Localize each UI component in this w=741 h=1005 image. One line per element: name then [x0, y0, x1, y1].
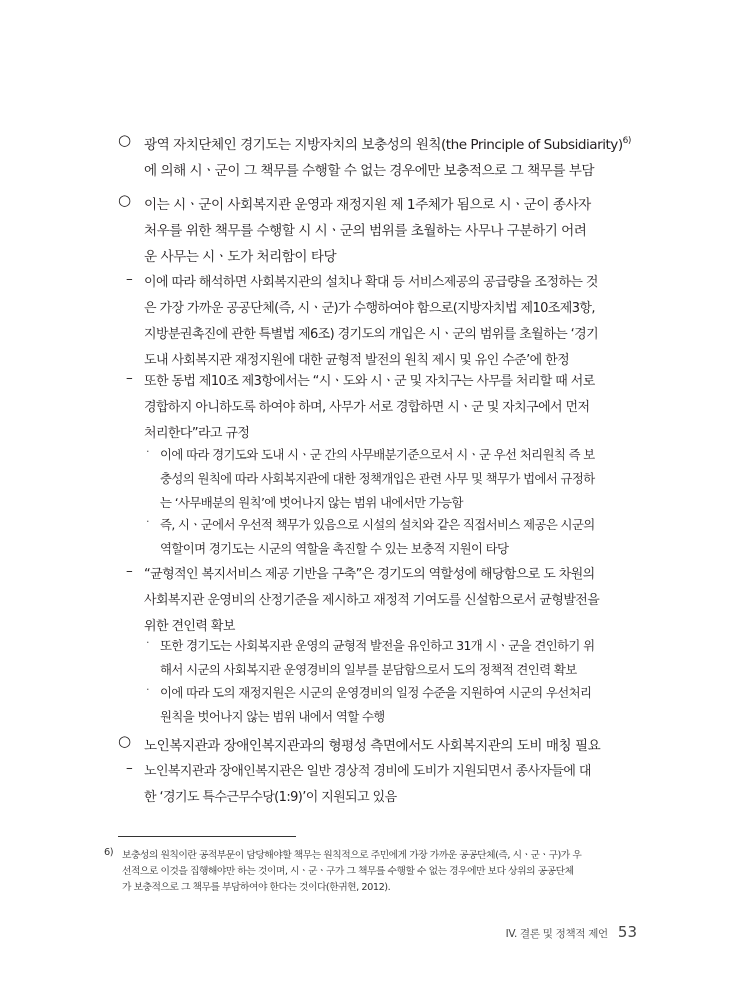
- dot-bullet-icon: ·: [146, 683, 150, 696]
- item-line: 은 가장 가까운 공공단체(즉, 시ㆍ군)가 수행하여야 함으로(지방자치법 제10조제3항,: [144, 301, 595, 316]
- bullet-line: 노인복지관과 장애인복지관과의 형평성 측면에서도 사회복지관의 도비 매칭 필요: [144, 738, 601, 754]
- dot-bullet-icon: ·: [146, 445, 150, 458]
- dot-bullet-icon: ·: [146, 515, 150, 528]
- dash-bullet-icon: –: [126, 370, 133, 386]
- circle-bullet-icon: ○: [118, 191, 132, 209]
- footnote-line: 선적으로 이것을 집행해야만 하는 것이며, 시ㆍ군ㆍ구가 그 책무를 수행할 수 없는 경우에만 보다 상위의 공공단체: [122, 866, 574, 877]
- footer-section-label: IV. 결론 및 정책적 제언: [505, 928, 608, 940]
- bullet-line: [144, 133, 631, 153]
- item-line: 경합하지 아니하도록 하여야 하며, 사무가 서로 경합하면 시ㆍ군 및 자치구에서 먼저: [144, 400, 590, 415]
- item-line: 는 ‘사무배분의 원칙’에 벗어나지 않는 범위 내에서만 가능함: [160, 495, 463, 510]
- item-line: 사회복지관 운영비의 산정기준을 제시하고 재정적 기여도를 신설함으로서 균형발전을: [144, 593, 600, 608]
- item-line: 해서 시군의 사회복지관 운영경비의 일부를 분담함으로서 도의 정책적 견인력 확보: [160, 662, 577, 677]
- footnote-line: 보충성의 원칙이란 공적부문이 담당해야할 책무는 원칙적으로 주민에게 가장 가까운 공공단체(즉, 시ㆍ군ㆍ구)가 우: [122, 850, 582, 861]
- item-line: 즉, 시ㆍ군에서 우선적 책무가 있음으로 시설의 설치와 같은 직접서비스 제공은 시군의: [160, 517, 595, 532]
- item-line: 처리한다”라고 규정: [144, 426, 250, 441]
- dash-bullet-icon: –: [126, 271, 133, 287]
- dot-bullet-icon: ·: [146, 636, 150, 649]
- bullet-line: 이는 시ㆍ군이 사회복지관 운영과 재정지원 제 1주체가 됨으로 시ㆍ군이 종사자: [144, 197, 591, 213]
- item-line: 노인복지관과 장애인복지관은 일반 경상적 경비에 도비가 지원되면서 종사자들에 대: [144, 764, 591, 779]
- dash-bullet-icon: –: [126, 563, 133, 579]
- item-line: 이에 따라 해석하면 사회복지관의 설치나 확대 등 서비스제공의 공급량을 조정하는 것: [144, 275, 598, 290]
- item-line: 충성의 원칙에 따라 사회복지관에 대한 정책개입은 관련 사무 및 책무가 법에서 규정하: [160, 471, 595, 486]
- item-line: 이에 따라 도의 재정지원은 시군의 운영경비의 일정 수준을 지원하여 시군의 우선처리: [160, 685, 592, 700]
- footnote-number: 6): [104, 847, 114, 858]
- footnote-line: 가 보충적으로 그 책무를 부담하여야 한다는 것이다(한귀현, 2012).: [122, 882, 391, 893]
- circle-bullet-icon: ○: [118, 732, 132, 750]
- item-line: 위한 견인력 확보: [144, 619, 235, 634]
- page-footer: [506, 922, 637, 941]
- page-number: 53: [617, 923, 637, 941]
- item-line: 또한 경기도는 사회복지관 운영의 균형적 발전을 유인하고 31개 시ㆍ군을 견인하기 위: [160, 638, 595, 653]
- bullet-line: 처우를 위한 책무를 수행할 시 시ㆍ군의 범위를 초월하는 사무나 구분하기 어려: [144, 223, 587, 239]
- dash-bullet-icon: –: [126, 760, 133, 776]
- item-line: 역할이며 경기도는 시군의 역할을 촉진할 수 있는 보충적 지원이 타당: [160, 541, 509, 556]
- footnote-divider: [118, 836, 296, 837]
- item-line: 또한 동법 제10조 제3항에서는 “시ㆍ도와 시ㆍ군 및 자치구는 사무를 처리할 때 서로: [144, 374, 595, 389]
- item-line: 도내 사회복지관 재정지원에 대한 균형적 발전의 원칙 제시 및 유인 수준’에 한정: [144, 353, 570, 368]
- circle-bullet-icon: ○: [118, 131, 132, 149]
- bullet-line: 운 사무는 시ㆍ도가 처리함이 타당: [144, 249, 337, 265]
- bullet-line: 에 의해 시ㆍ군이 그 책무를 수행할 수 없는 경우에만 보충적으로 그 책무를 부담: [144, 163, 595, 179]
- item-line: 원칙을 벗어나지 않는 범위 내에서 역할 수행: [160, 709, 385, 724]
- item-line: “균형적인 복지서비스 제공 기반을 구축”은 경기도의 역할성에 해당함으로 도 차원의: [144, 567, 595, 582]
- item-line: 이에 따라 경기도와 도내 시ㆍ군 간의 사무배분기준으로서 시ㆍ군 우선 처리원칙 즉 보: [160, 447, 595, 462]
- item-line: 한 ‘경기도 특수근무수당(1:9)’이 지원되고 있음: [144, 790, 397, 805]
- item-line: 지방분권촉진에 관한 특별법 제6조) 경기도의 개입은 시ㆍ군의 범위를 초월하는 ‘경기: [144, 327, 599, 342]
- bullet-text: 광역 자치단체인 경기도는 지방자치의 보충성의 원칙(the Principle of Subsidiarity): [144, 137, 623, 153]
- footnote-ref: 6): [622, 136, 631, 146]
